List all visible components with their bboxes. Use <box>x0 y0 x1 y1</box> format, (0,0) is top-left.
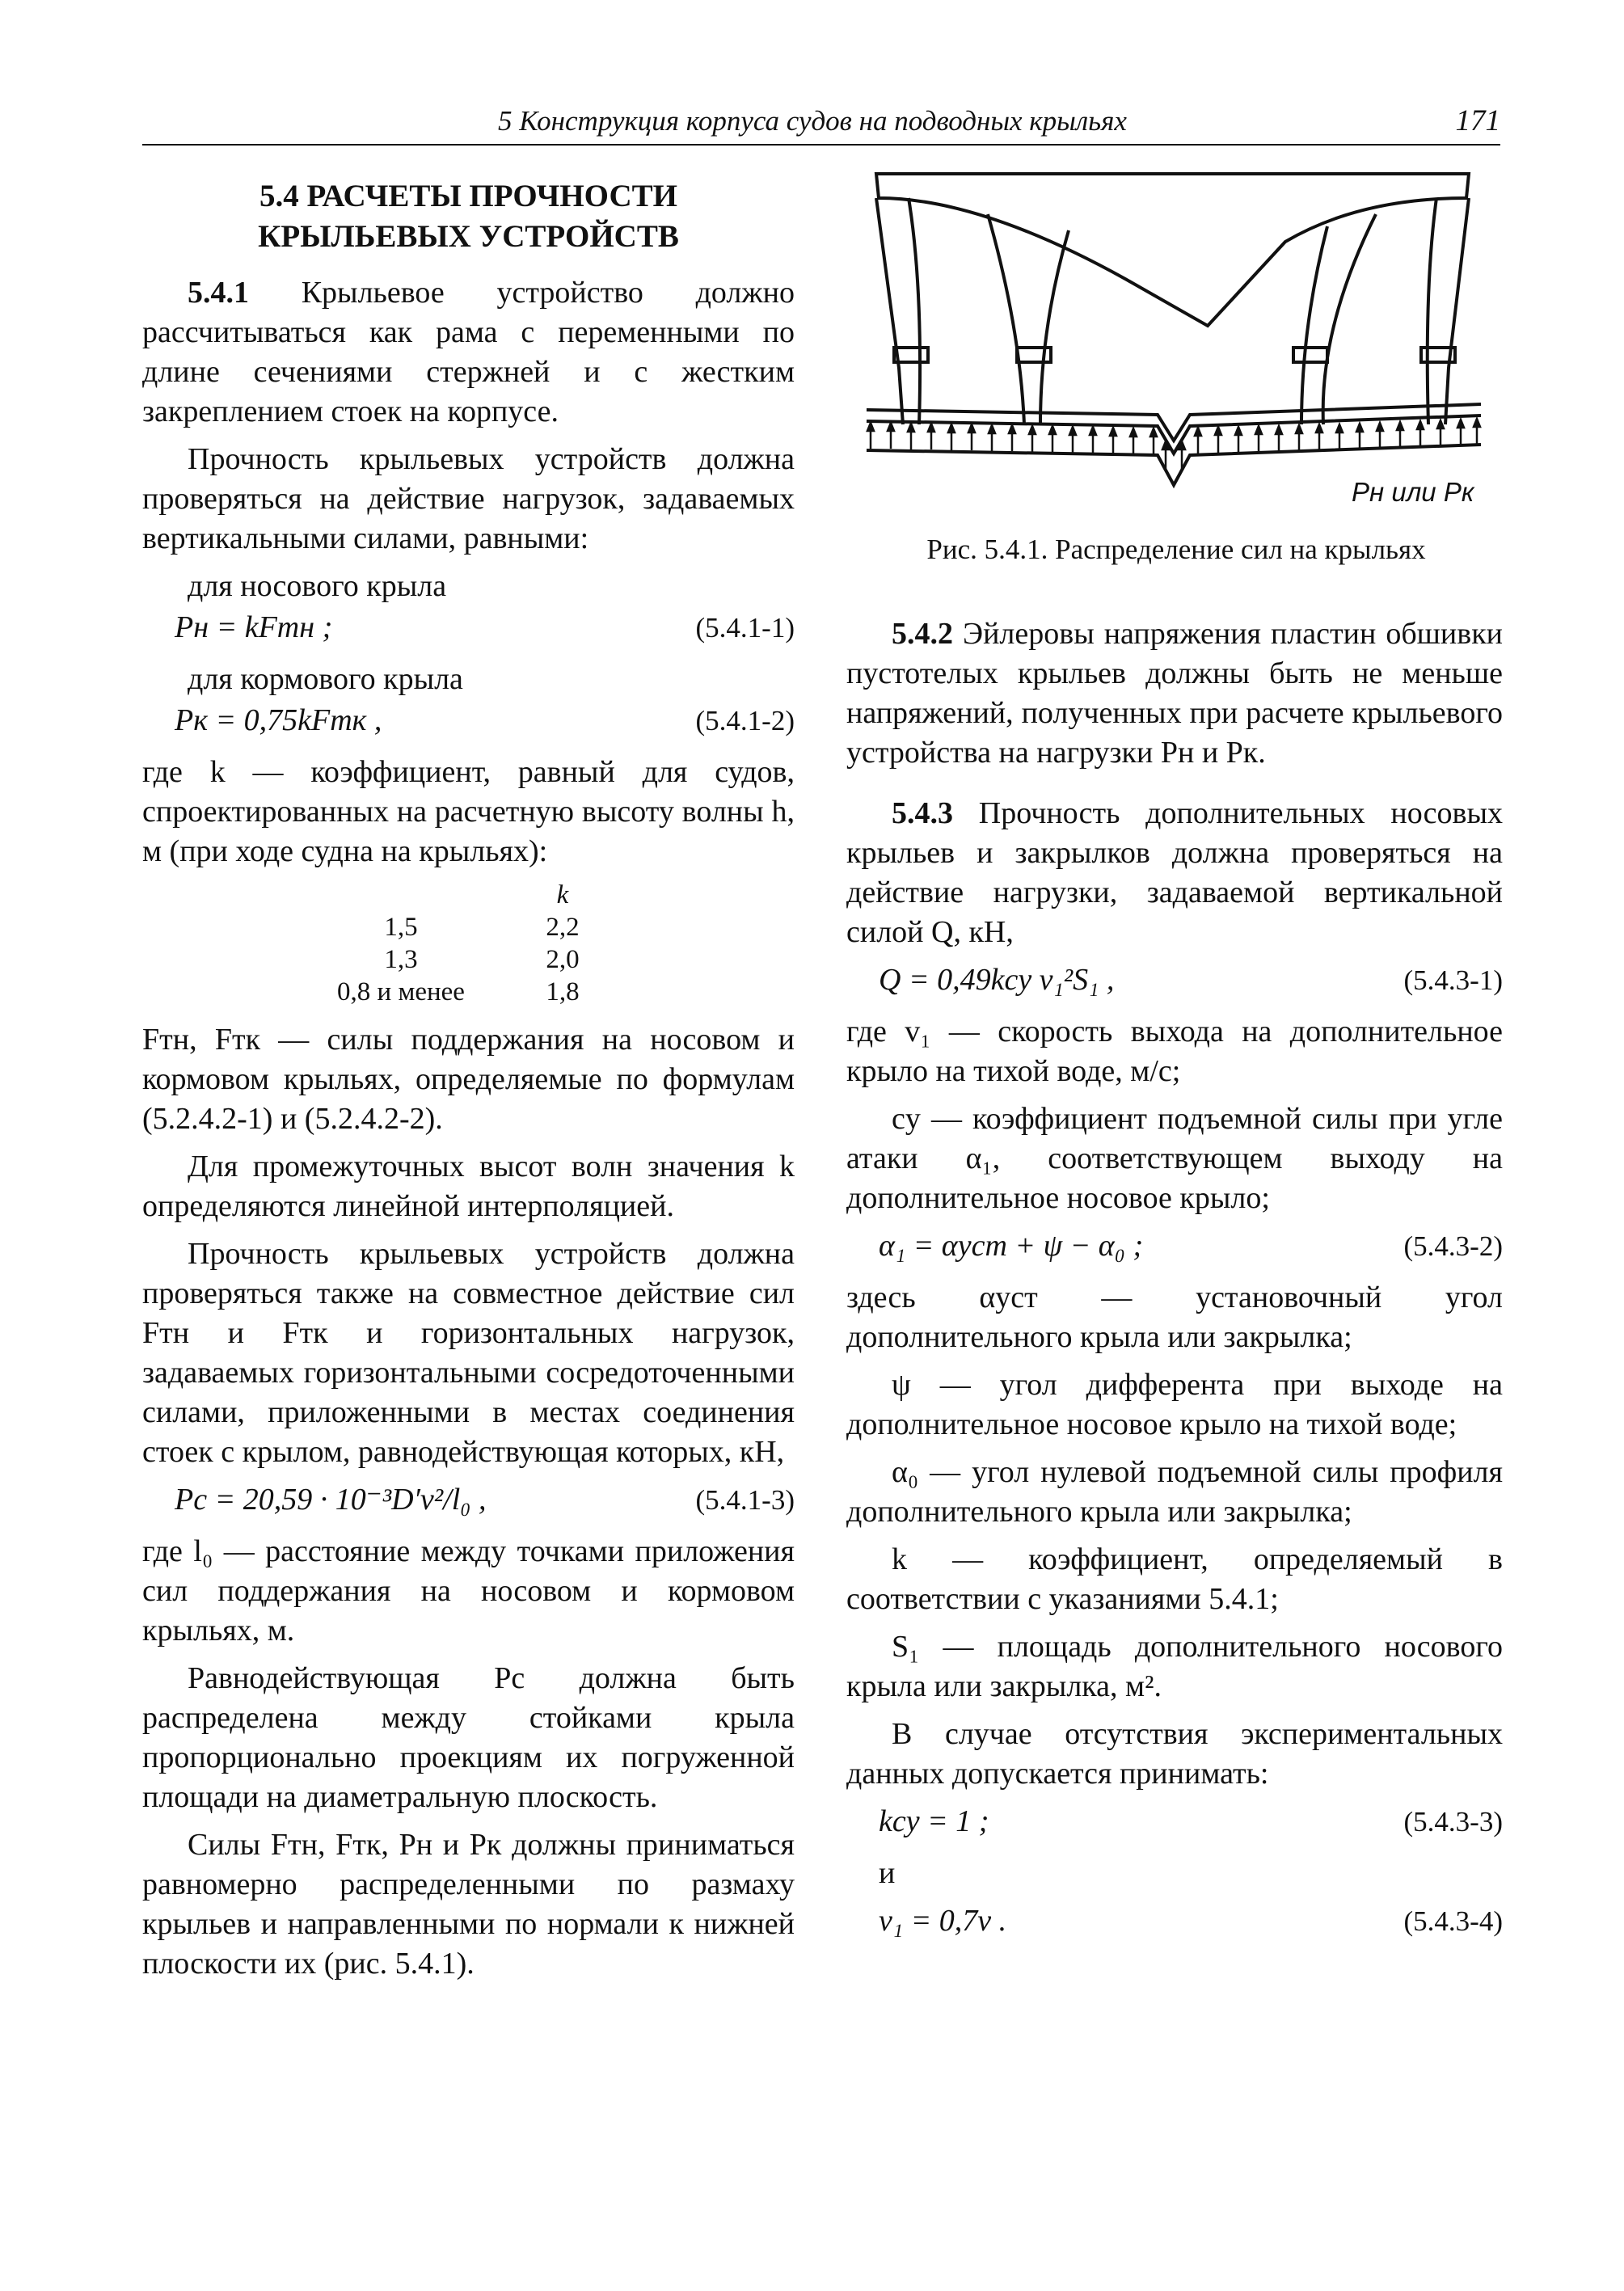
strut-left-inner <box>988 214 1024 424</box>
paragraph-5-4-3 <box>846 794 1503 952</box>
k-table-k-1: 2,2 <box>546 913 580 942</box>
cy-definition: cy — коэффициент подъемной силы при угле атаки α₁, соответствующем выходу на дополнительное носовое крыло; <box>846 1102 1503 1215</box>
conjunction-and: и <box>879 1856 896 1890</box>
formula-number: (5.4.3-4) <box>1403 1905 1503 1937</box>
right-column <box>846 614 1503 1953</box>
running-header <box>142 103 1500 146</box>
section-title-line1: 5.4 РАСЧЕТЫ ПРОЧНОСТИ <box>259 179 678 213</box>
formula-expression: Q = 0,49kcy v₁²S₁ , <box>879 963 1115 997</box>
s1-definition: S₁ — площадь дополнительного носового крыла или закрылка, м². <box>846 1630 1503 1703</box>
formula-5-4-3-1 <box>846 960 1503 1006</box>
figure-caption: Рис. 5.4.1. Распределение сил на крыльях <box>926 534 1426 565</box>
clause-number: 5.4.2 <box>892 617 953 651</box>
formula-expression: Pк = 0,75kFтк , <box>175 703 382 737</box>
f-definition: Fтн, Fтк — силы поддержания на носовом и кормовом крыльях, определяемые по формулам (5.2.4.2-1) и (5.2.4.2-2). <box>142 1023 795 1136</box>
paragraph-5-4-2 <box>846 614 1503 773</box>
formula-expression: kcy = 1 ; <box>879 1804 989 1838</box>
figure-force-label: Pн или Pк <box>1352 477 1474 507</box>
interpolation-note: Для промежуточных высот волн значения k определяются линейной интерполяцией. <box>142 1150 795 1223</box>
stern-label: для кормового крыла <box>188 662 463 696</box>
k-coefficient-definition: k — коэффициент, определяемый в соответствии с указаниями 5.4.1; <box>846 1542 1503 1616</box>
paragraph-forces: Силы Fтн, Fтк, Pн и Pк должны приниматься равномерно распределенными по размаху крыльев и направленными по нормали к нижней плоскости их (рис. 5.4.1). <box>142 1828 795 1981</box>
formula-expression: Pн = kFтн ; <box>175 610 333 644</box>
k-definition: где k — коэффициент, равный для судов, спроектированных на расчетную высоту волны h, м (при ходе судна на крыльях): <box>142 755 795 868</box>
k-table <box>142 880 795 1015</box>
formula-number: (5.4.1-3) <box>695 1484 795 1516</box>
left-column <box>142 176 795 1992</box>
formula-number: (5.4.1-2) <box>695 705 795 736</box>
alpha0-definition: α₀ — угол нулевой подъемной силы профиля дополнительного крыла или закрылка; <box>846 1455 1503 1529</box>
header-title: 5 Конструкция корпуса судов на подводных крыльях <box>498 105 1127 137</box>
formula-expression: v₁ = 0,7v . <box>879 1904 1007 1938</box>
k-table-k-2: 2,0 <box>546 945 580 974</box>
section-title <box>142 176 795 257</box>
psi-definition: ψ — угол дифферента при выходе на дополнительное носовое крыло на тихой воде; <box>846 1368 1503 1441</box>
k-table-h-1: 1,5 <box>384 913 418 942</box>
page-number: 171 <box>1455 104 1500 137</box>
v1-definition: где v₁ — скорость выхода на дополнительное крыло на тихой воде, м/с; <box>846 1015 1503 1088</box>
strut-left-outer <box>876 198 903 424</box>
clause-text: Крыльевое устройство должно рассчитываться как рама с переменными по длине сечениями стержней и с жестким закреплением стоек на корпусе. <box>142 276 795 428</box>
bow-label: для носового крыла <box>188 569 447 603</box>
k-table-k-3: 1,8 <box>546 977 580 1006</box>
paragraph-5-4-1 <box>142 273 795 432</box>
clause-text: Прочность дополнительных носовых крыльев и закрылков должна проверяться на действие нагрузки, задаваемой вертикальной силой Q, кН, <box>846 796 1503 949</box>
load-arrows <box>867 419 1480 471</box>
k-table-header: k <box>556 880 569 909</box>
formula-expression: Pc = 20,59 · 10⁻³D′v²/l₀ , <box>175 1483 487 1517</box>
absence-note: В случае отсутствия экспериментальных данных допускается принимать: <box>846 1717 1503 1791</box>
paragraph-combined-loads: Прочность крыльевых устройств должна проверяться также на совместное действие сил Fтн и Fтк и горизонтальных нагрузок, задаваемых горизонтальными сосредоточенными силами, приложенными в местах соединения стоек с крылом, равнодействующая которых, кН, <box>142 1237 795 1469</box>
l0-definition: где l₀ — расстояние между точками приложения сил поддержания на носовом и кормовом крыльях, м. <box>142 1534 795 1648</box>
formula-number: (5.4.1-1) <box>695 612 795 643</box>
formula-5-4-1-2 <box>142 701 795 746</box>
k-table-h-3: 0,8 и менее <box>337 977 465 1006</box>
section-title-line2: КРЫЛЬЕВЫХ УСТРОЙСТВ <box>258 219 679 254</box>
k-table-h-2: 1,3 <box>384 945 418 974</box>
formula-expression: α₁ = αуст + ψ − α₀ ; <box>879 1229 1144 1263</box>
formula-5-4-3-2 <box>846 1226 1503 1272</box>
formula-number: (5.4.3-2) <box>1403 1230 1503 1262</box>
clause-number: 5.4.1 <box>188 276 249 310</box>
strut-right-outer <box>1445 198 1469 424</box>
strut-node <box>1293 348 1327 362</box>
formula-number: (5.4.3-1) <box>1403 964 1503 996</box>
clause-number: 5.4.3 <box>892 796 953 830</box>
formula-5-4-1-1 <box>142 608 795 653</box>
formula-number: (5.4.3-3) <box>1403 1806 1503 1837</box>
formula-5-4-3-3 <box>846 1802 1503 1847</box>
clause-text: Эйлеровы напряжения пластин обшивки пустотелых крыльев должны быть не меньше напряжений, полученных при расчете крыльевого устройства на нагрузки Pн и Pк. <box>846 617 1503 770</box>
hull-beam <box>876 174 1469 326</box>
alpha-definition: здесь αуст — установочный угол дополнительного крыла или закрылка; <box>846 1281 1503 1354</box>
formula-5-4-3-4 <box>846 1901 1503 1947</box>
paragraph-loads: Прочность крыльевых устройств должна проверяться на действие нагрузок, задаваемых вертикальными силами, равными: <box>142 442 795 555</box>
formula-5-4-1-3 <box>142 1480 795 1525</box>
paragraph-resultant: Равнодействующая Pc должна быть распределена между стойками крыла пропорционально проекциям их погруженной площади на диаметральную плоскость. <box>142 1661 795 1814</box>
